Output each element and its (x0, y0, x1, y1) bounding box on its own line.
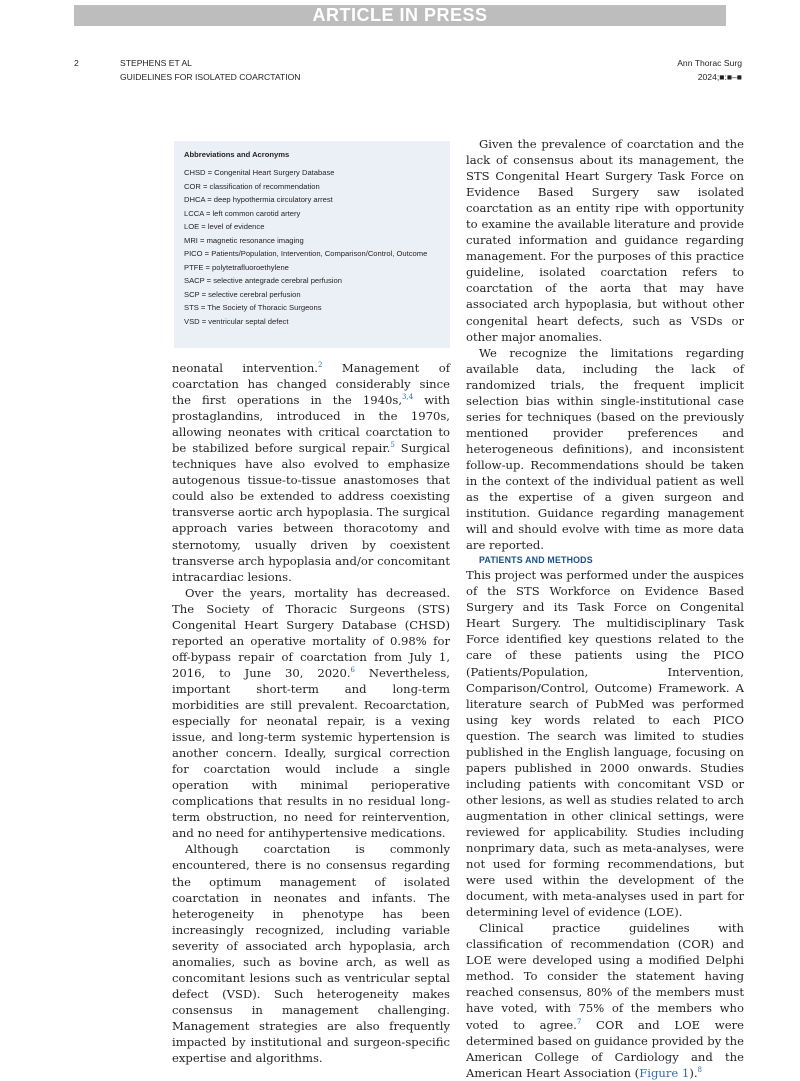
abbreviation-item: LCCA = left common carotid artery (184, 208, 301, 218)
reference-link[interactable]: 2 (318, 361, 323, 370)
body-paragraph: Given the prevalence of coarctation and the lack of consensus about its management, the STS Congenital Heart Surgery Task Force on Evidence Based Surgery saw isolated coarctation as an entity ripe with opportunity to examine the available literature and provide curated information and guidance regarding management. For the purposes of this practice guideline, isolated coarctation refers to coarctation of the aorta that may have associated arch hypoplasia, but without other congenital heart defects, such as VSDs or other major anomalies. (466, 137, 744, 344)
running-header-left (120, 56, 301, 84)
header-journal: Ann Thorac Surg (677, 58, 742, 68)
abbreviation-item: PTFE = polytetrafluoroethylene (184, 262, 289, 272)
article-in-press-banner: ARTICLE IN PRESS (74, 5, 726, 26)
text-run: Clinical practice guidelines with classification of recommendation (COR) and LOE were developed using a modified Delphi method. To consider the statement having reached consensus, 80% of the members must have voted, with 75% of the members who voted to agree. (466, 921, 744, 1032)
left-text-column (172, 360, 450, 1066)
page-number: 2 (74, 58, 79, 68)
text-run: Over the years, mortality has decreased. The Society of Thoracic Surgeons (STS) Congenital Heart Surgery Database (CHSD) reported an operative mortality of 0.98% for off-bypass repair of coarctation from July 1, 2016, to June 30, 2020. (172, 585, 450, 680)
body-paragraph (466, 920, 744, 1080)
abbreviation-item: LOE = level of evidence (184, 222, 265, 231)
reference-link[interactable]: 8 (697, 1065, 702, 1074)
body-paragraph (172, 360, 450, 585)
header-issue: 2024;■:■–■ (697, 72, 742, 82)
text-run: COR and LOE were determined based on guidance provided by the American College of Cardiology and the American Heart Association ( (466, 1017, 744, 1080)
body-paragraph: We recognize the limitations regarding available data, including the lack of randomized trials, the frequent implicit selection bias within single-institutional case series for techniques (based on the previously mentioned provider preferences and heterogeneous definitions), and inconsistent follow-up. Recommendations should be taken in the context of the individual patient as well as the expertise of a given surgeon and institution. Guidance regarding management will and should evolve with time as more data are reported. (466, 345, 744, 553)
abbreviation-item: SACP = selective antegrade cerebral perfusion (184, 276, 342, 285)
text-run: Surgical techniques have also evolved to emphasize autogenous tissue-to-tissue anastomoses that could also be extended to address coexisting transverse aortic arch hypoplasia. The surgical approach varies between thoracotomy and sternotomy, usually driven by coexistent transverse arch hypoplasia and/or concomitant intracardiac lesions. (172, 441, 450, 584)
figure-link[interactable]: Figure 1 (639, 1065, 690, 1080)
abbreviation-item: MRI = magnetic resonance imaging (184, 235, 304, 245)
body-paragraph (172, 585, 450, 842)
abbreviation-item: STS = The Society of Thoracic Surgeons (184, 303, 322, 312)
running-header-right (677, 56, 742, 84)
header-authors: STEPHENS ET AL (120, 58, 192, 68)
text-run: ). (689, 1065, 698, 1080)
abbreviations-box (174, 141, 450, 348)
abbreviation-item: DHCA = deep hypothermia circulatory arrest (184, 195, 333, 204)
abbreviation-item: VSD = ventricular septal defect (184, 316, 289, 326)
body-paragraph: This project was performed under the auspices of the STS Workforce on Evidence Based Surgery and its Task Force on Congenital Heart Surgery. The multidisciplinary Task Force identified key questions related to the care of these patients using the PICO (Patients/Population, Intervention, Comparison/Control, Outcome) Framework. A literature search of PubMed was performed using key words related to each PICO question. The search was limited to studies published in the English language, focusing on papers published in 2000 onwards. Studies including patients with concomitant VSD or other lesions, as well as studies related to arch augmentation in other clinical settings, were reviewed for applicability. Studies including nonprimary data, such as meta-analyses, were not used for forming recommendations, but were used within the development of the document, with meta-analyses used in part for determining level of evidence (LOE). (466, 568, 744, 920)
abbreviation-item: PICO = Patients/Population, Intervention, Comparison/Control, Outcome (184, 249, 428, 258)
header-short-title: GUIDELINES FOR ISOLATED COARCTATION (120, 72, 301, 82)
abbreviation-item: CHSD = Congenital Heart Surgery Database (184, 168, 335, 177)
reference-link[interactable]: 5 (390, 441, 395, 450)
right-text-column (466, 136, 744, 1081)
text-run: neonatal intervention. (172, 361, 318, 375)
reference-link[interactable]: 3,4 (402, 393, 414, 402)
reference-link[interactable]: 6 (350, 666, 355, 675)
abbreviation-item: COR = classification of recommendation (184, 181, 320, 191)
abbreviation-item: SCP = selective cerebral perfusion (184, 289, 301, 299)
reference-link[interactable]: 7 (576, 1017, 582, 1026)
text-run: Management of coarctation has changed considerably since the first operations in the 1940s, (172, 361, 450, 408)
abbreviations-title: Abbreviations and Acronyms (184, 150, 290, 159)
text-run: Nevertheless, important short-term and long-term morbidities are still prevalent. Recoarctation, especially for neonatal repair, is a vexing issue, and long-term systemic hypertension is another concern. Ideally, surgical correction for coarctation would include a single operation with minimal perioperative complications that results in no residual long-term obstruction, no need for reintervention, and no need for antihypertensive medications. (172, 665, 450, 841)
section-heading: PATIENTS AND METHODS (479, 555, 593, 566)
text-run: with prostaglandins, introduced in the 1970s, allowing neonates with critical coarctation to be stabilized before surgical repair. (172, 393, 450, 456)
body-paragraph: Although coarctation is commonly encountered, there is no consensus regarding the optimum management of isolated coarctation in neonates and infants. The heterogeneity in phenotype has been increasingly recognized, including variable severity of associated arch hypoplasia, arch anomalies, such as bovine arch, as well as concomitant lesions such as ventricular septal defect (VSD). Such heterogeneity makes consensus in management challenging. Management strategies are also frequently impacted by institutional and surgeon-specific expertise and algorithms. (172, 842, 450, 1066)
